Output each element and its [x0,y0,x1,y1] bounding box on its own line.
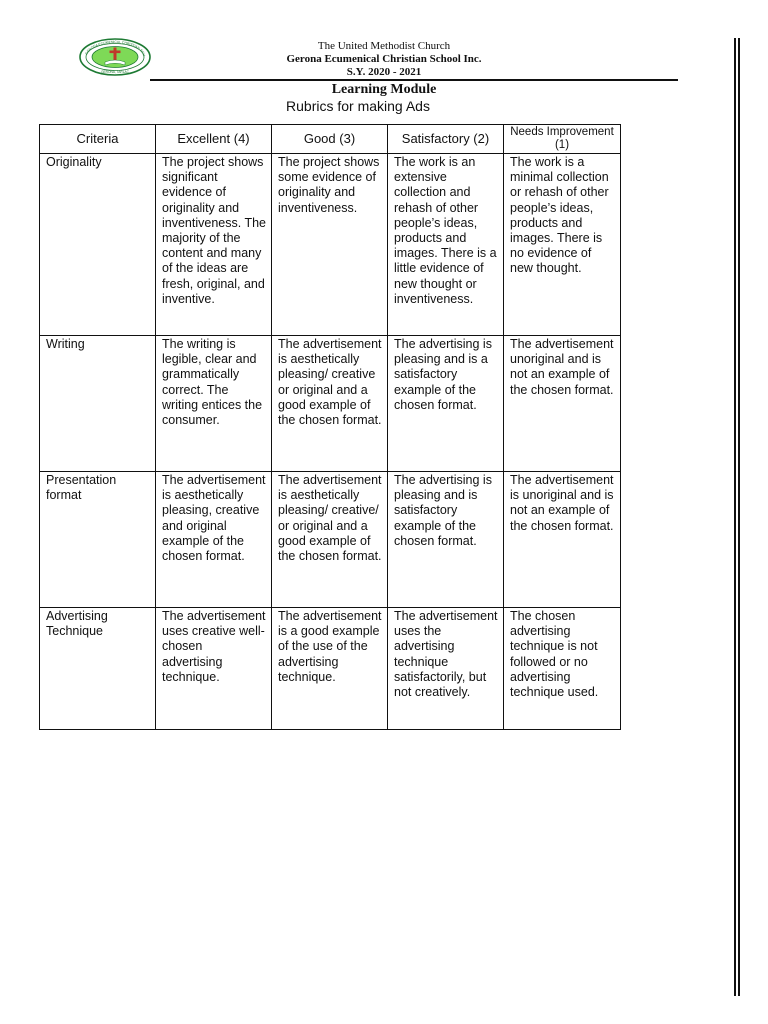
rubric-cell: The chosen advertising technique is not followed or no advertising technique used. [504,608,621,730]
rubric-cell: The advertisement unoriginal and is not an example of the chosen format. [504,336,621,472]
header-needs-improvement: Needs Improvement (1) [504,125,621,154]
rubric-cell: The advertising is pleasing and is a satisfactory example of the chosen format. [388,336,504,472]
module-title: Learning Module [331,82,437,97]
header-excellent: Excellent (4) [156,125,272,154]
page-border-line [738,38,740,996]
header-criteria: Criteria [40,125,156,154]
rubric-cell: The advertisement is aesthetically pleasing/ creative or original and a good example of the chosen format. [272,336,388,472]
table-row [40,608,621,730]
table-row [40,154,621,336]
rubric-cell: The advertisement is a good example of the use of the advertising technique. [272,608,388,730]
rubric-cell: The advertisement uses creative well-chosen advertising technique. [156,608,272,730]
rubric-cell: The advertisement is aesthetically pleasing, creative and original example of the chosen format. [156,472,272,608]
school-name: Gerona Ecumenical Christian School Inc. [286,53,482,65]
page-border-line [734,38,736,996]
rubric-cell: The work is an extensive collection and rehash of other people’s ideas, products and images. There is a little evidence of new thought or inventiveness. [388,154,504,336]
rubric-cell: The advertisement is unoriginal and is not an example of the chosen format. [504,472,621,608]
table-row [40,472,621,608]
table-header-row [40,125,621,154]
logo-bottom-text: GERONA, TARLAC [101,70,129,74]
header-divider [150,79,678,81]
rubric-cell: The advertisement is aesthetically pleasing/ creative/ or original and a good example of the chosen format. [272,472,388,608]
rubric-cell: The advertising is pleasing and is satisfactory example of the chosen format. [388,472,504,608]
rubric-cell: The advertisement uses the advertising technique satisfactorily, but not creatively. [388,608,504,730]
criteria-cell: Originality [40,154,156,336]
school-year: S.Y. 2020 - 2021 [346,66,422,78]
logo-ring-text: GERONA ECUMENICAL CHRISTIAN SCH [84,39,146,57]
criteria-cell: Presentation format [40,472,156,608]
rubric-cell: The project shows significant evidence of originality and inventiveness. The majority of the content and many of the ideas are fresh, original, and inventive. [156,154,272,336]
rubric-cell: The project shows some evidence of originality and inventiveness. [272,154,388,336]
rubric-cell: The writing is legible, clear and grammatically correct. The writing entices the consumer. [156,336,272,472]
church-name: The United Methodist Church [317,40,451,52]
criteria-cell: Advertising Technique [40,608,156,730]
table-row [40,336,621,472]
rubric-table [39,124,621,730]
header-satisfactory: Satisfactory (2) [388,125,504,154]
rubric-subtitle: Rubrics for making Ads [286,98,430,114]
rubric-cell: The work is a minimal collection or rehash of other people’s ideas, products and images. There is no evidence of new thought. [504,154,621,336]
header-good: Good (3) [272,125,388,154]
criteria-cell: Writing [40,336,156,472]
